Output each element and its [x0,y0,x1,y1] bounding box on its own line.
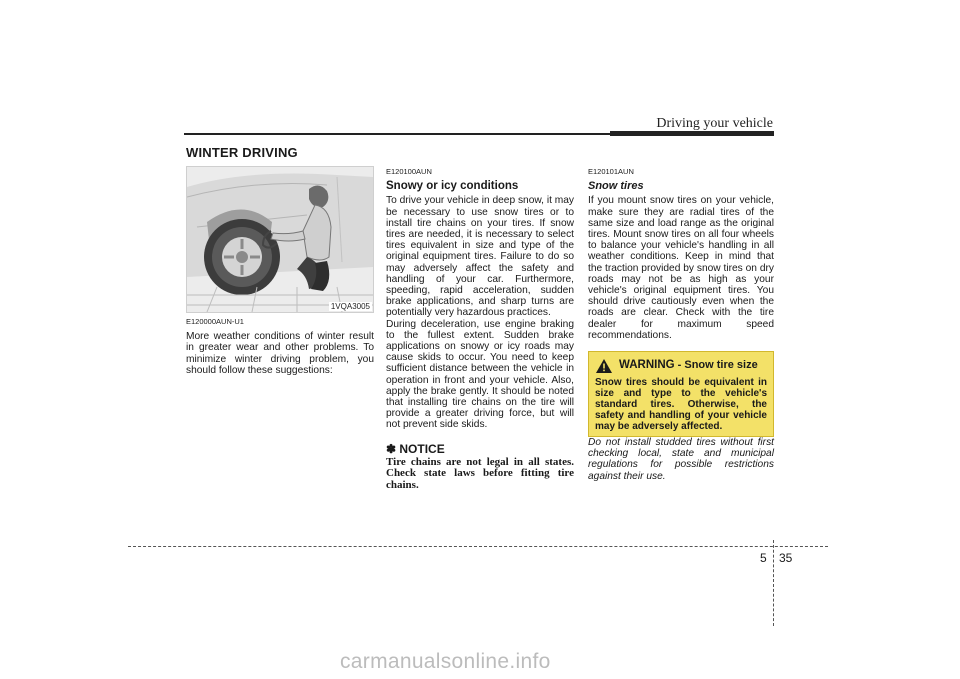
warning-label: WARNING [619,359,675,372]
tire-chain-illustration [186,166,374,313]
chapter-title: Driving your vehicle [656,116,773,131]
snowy-icy-paragraph-1: To drive your vehicle in deep snow, it may be necessary to use snow tires or to install tire chains on your tires. If snow tires are needed, it is necessary to select tires equivalent in size and type of the original equipment tires. Failure to do so may adversely affect the safety and handling of your car. Furthermore, speeding, rapid acceleration, sudden brake applications, and sharp turns are potentially very hazardous practices. [386,195,574,319]
section-code: E120101AUN [588,167,634,176]
warning-body: Snow tires should be equivalent in size and type to the vehicle's standard tires. Otherwise, the safety and handling of your vehicle may be adversely affected. [595,377,767,433]
section-code: E120000AUN-U1 [186,317,244,326]
section-code: E120100AUN [386,167,432,176]
header-rule-tab [610,131,774,136]
intro-paragraph: More weather conditions of winter result in greater wear and other problems. To minimize winter driving problem, you should follow these suggestions: [186,331,374,376]
warning-subject: - Snow tire size [674,359,758,372]
snow-tires-column [588,166,774,482]
page-number: 35 [779,551,793,565]
snowy-icy-paragraph-2: During deceleration, use engine braking to the fullest extent. Sudden brake applications on snowy or icy roads may cause skids to occur. You need to keep sufficient distance between the vehicle in operation in front and your vehicle. Also, apply the brake gently. It should be noted that installing tire chains on the tire will provide a greater driving force, but will not prevent side skids. [386,318,574,431]
woman-fitting-tire-chain-image [187,167,373,312]
notice-title: ✽ NOTICE [386,441,445,456]
warning-triangle-icon [595,358,613,374]
snow-tires-paragraph: If you mount snow tires on your vehicle, make sure they are radial tires of the same size and load range as the original tires. Mount snow tires on all four wheels to balance your vehicle's handling in all weather conditions. Keep in mind that the traction provided by snow tires on dry roads may not be as high as your vehicle's original equipment tires. You should drive cautiously even when the roads are clear. Check with the tire dealer for maximum speed recommendations. [588,195,774,341]
snow-tires-heading: Snow tires [588,180,644,193]
warning-title [619,360,758,371]
watermark: carmanualsonline.info [340,650,551,673]
studded-tires-note: Do not install studded tires without first checking local, state and municipal regulations for possible restrictions against their use. [588,437,774,482]
footer-divider [773,540,774,626]
intro-column [186,316,374,376]
snowy-icy-heading: Snowy or icy conditions [386,180,519,193]
warning-header [595,358,767,374]
notice-body: Tire chains are not legal in all states. Check state laws before fitting tire chains. [386,455,574,491]
chapter-number: 5 [760,551,767,565]
figure-code: 1VQA3005 [330,302,370,311]
footer-rule [128,546,828,547]
warning-box [588,351,774,437]
snowy-icy-column [386,166,574,491]
section-title: WINTER DRIVING [186,145,298,160]
